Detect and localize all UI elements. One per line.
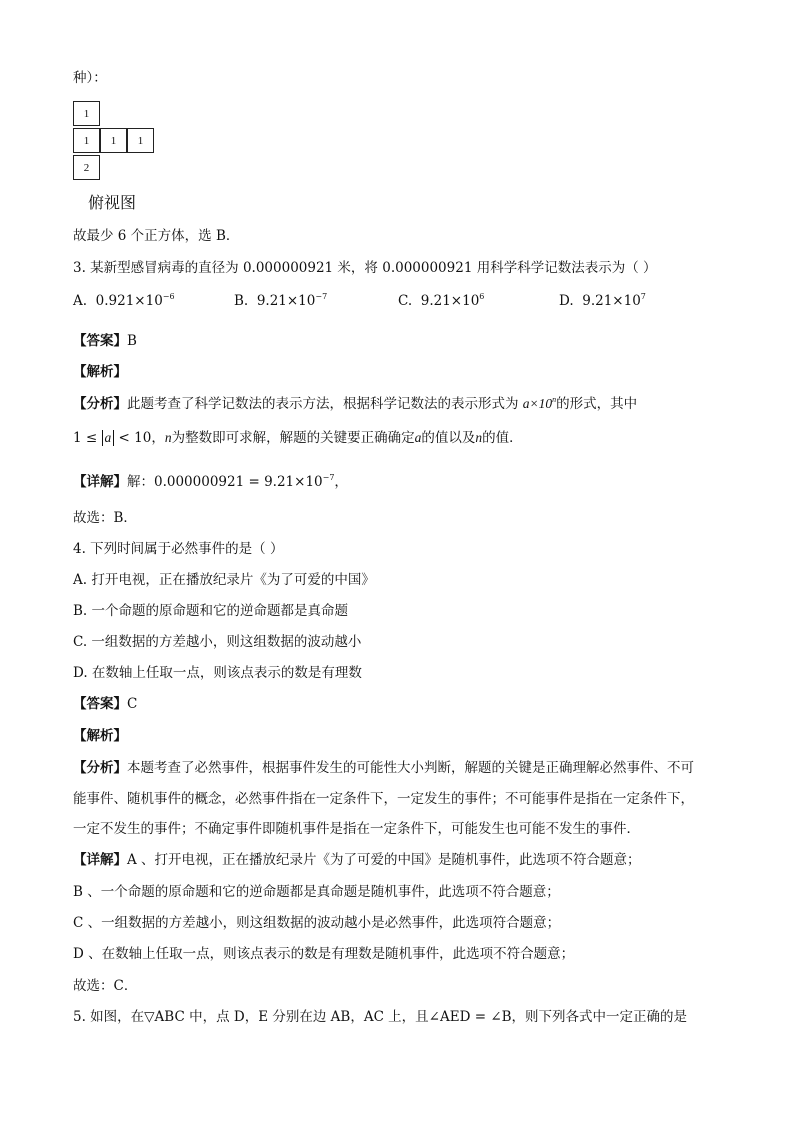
- q4-detail-line3: C 、一组数据的方差越小，则这组数据的波动越小是必然事件，此选项符合题意；: [73, 915, 561, 931]
- detail-text: A 、打开电视，正在播放纪录片《为了可爱的中国》是随机事件，此选项不符合题意；: [127, 852, 641, 868]
- ineq-text2: 的值以及: [421, 430, 476, 446]
- top-fragment: 种）：: [73, 70, 107, 86]
- var-a: a: [414, 430, 422, 445]
- detail-tail: ，: [334, 474, 348, 490]
- option-value: 0.921×10: [95, 293, 163, 309]
- grid-cell: 1: [73, 101, 100, 126]
- fenxi-form-exp: n: [552, 395, 557, 404]
- answer-tag: 【答案】: [73, 333, 127, 349]
- q3-analysis-tag: 【解析】: [73, 364, 127, 380]
- fenxi-text: 此题考查了科学记数法的表示方法，根据科学记数法的表示形式为: [127, 396, 519, 412]
- q4-choose: 故选：C．: [73, 978, 138, 994]
- grid-caption: 俯视图: [88, 193, 137, 212]
- q4-detail-line4: D 、在数轴上任取一点，则该点表示的数是有理数是随机事件，此选项不符合题意；: [73, 946, 575, 962]
- option-value: 9.21×10: [420, 293, 480, 309]
- q4-detail-line1: [73, 848, 641, 868]
- answer-tag: 【答案】: [73, 696, 127, 712]
- fenxi-form: a×10: [522, 396, 553, 411]
- var-n: n: [164, 430, 172, 445]
- q4-option-a: A. 打开电视，正在播放纪录片《为了可爱的中国》: [73, 572, 375, 588]
- option-label: D.: [559, 293, 574, 309]
- fenxi-tail: 的形式，其中: [556, 396, 638, 412]
- q3-option-c: [398, 292, 484, 309]
- option-value: 9.21×10: [256, 293, 316, 309]
- grid-cell: 2: [73, 155, 100, 180]
- q4-fenxi-line1: [73, 756, 694, 776]
- q3-option-d: [559, 292, 646, 309]
- var-n2: n: [475, 430, 483, 445]
- top-view-grid: [73, 101, 157, 181]
- detail-tag: 【详解】: [73, 474, 127, 490]
- ineq-left: 1 ≤: [73, 430, 98, 446]
- q3-choose: 故选：B．: [73, 510, 137, 526]
- abs-a: a: [102, 430, 115, 446]
- ineq-text: 为整数即可求解，解题的关键要正确确定: [171, 430, 415, 446]
- q5-stem: 5. 如图，在▽ABC 中，点 D，E 分别在边 AB，AC 上，且∠AED = ∠B，则下列各式中一定正确的是: [73, 1009, 688, 1025]
- option-exponent: 7: [640, 292, 646, 301]
- q3-stem: 3. 某新型感冒病毒的直径为 0.000000921 米，将 0.000000921 用科学科学记数法表示为（ ）: [73, 260, 657, 276]
- option-exponent: −7: [315, 292, 328, 301]
- q4-detail-line2: B 、一个命题的原命题和它的逆命题都是真命题是随机事件，此选项不符合题意；: [73, 884, 560, 900]
- answer-value: C: [127, 696, 138, 712]
- q3-fenxi-line2: [73, 426, 523, 446]
- answer-value: B: [127, 333, 137, 349]
- grid-cell: 1: [100, 128, 127, 153]
- option-value: 9.21×10: [582, 293, 641, 309]
- q3-option-a: [73, 292, 175, 309]
- fenxi-text: 本题考查了必然事件，根据事件发生的可能性大小判断，解题的关键是正确理解必然事件、不可: [127, 760, 694, 776]
- q4-fenxi-line2: 能事件、随机事件的概念，必然事件指在一定条件下，一定发生的事件；不可能事件是指在一定条件下，: [73, 791, 694, 807]
- q3-fenxi-line1: [73, 392, 637, 412]
- detail-tag: 【详解】: [73, 852, 127, 868]
- q4-analysis-tag: 【解析】: [73, 728, 127, 744]
- conclusion-line: 故最少 6 个正方体，选 B．: [73, 228, 240, 244]
- fenxi-tag: 【分析】: [73, 396, 127, 412]
- q4-option-d: D. 在数轴上任取一点，则该点表示的数是有理数: [73, 665, 362, 681]
- detail-exp: −7: [322, 473, 335, 482]
- option-exponent: 6: [479, 292, 485, 301]
- q4-answer: [73, 692, 137, 712]
- grid-cell: 1: [73, 128, 100, 153]
- q3-answer: [73, 329, 137, 349]
- option-exponent: −6: [162, 292, 175, 301]
- grid-cell: 1: [127, 128, 154, 153]
- ineq-text3: 的值．: [482, 430, 523, 446]
- ineq-right: < 10，: [118, 430, 165, 446]
- option-label: C.: [398, 293, 413, 309]
- option-label: B.: [234, 293, 249, 309]
- q4-option-c: C. 一组数据的方差越小，则这组数据的波动越小: [73, 634, 362, 650]
- q4-option-b: B. 一个命题的原命题和它的逆命题都是真命题: [73, 603, 349, 619]
- detail-text: 解：0.000000921 = 9.21×10: [127, 474, 323, 490]
- q3-option-b: [234, 292, 327, 309]
- q3-detail: [73, 470, 348, 490]
- q4-fenxi-line3: 一定不发生的事件；不确定事件即随机事件是指在一定条件下，可能发生也可能不发生的事件．: [73, 821, 640, 837]
- option-label: A.: [73, 293, 88, 309]
- fenxi-tag: 【分析】: [73, 760, 127, 776]
- q4-stem: 4. 下列时间属于必然事件的是（ ）: [73, 541, 284, 557]
